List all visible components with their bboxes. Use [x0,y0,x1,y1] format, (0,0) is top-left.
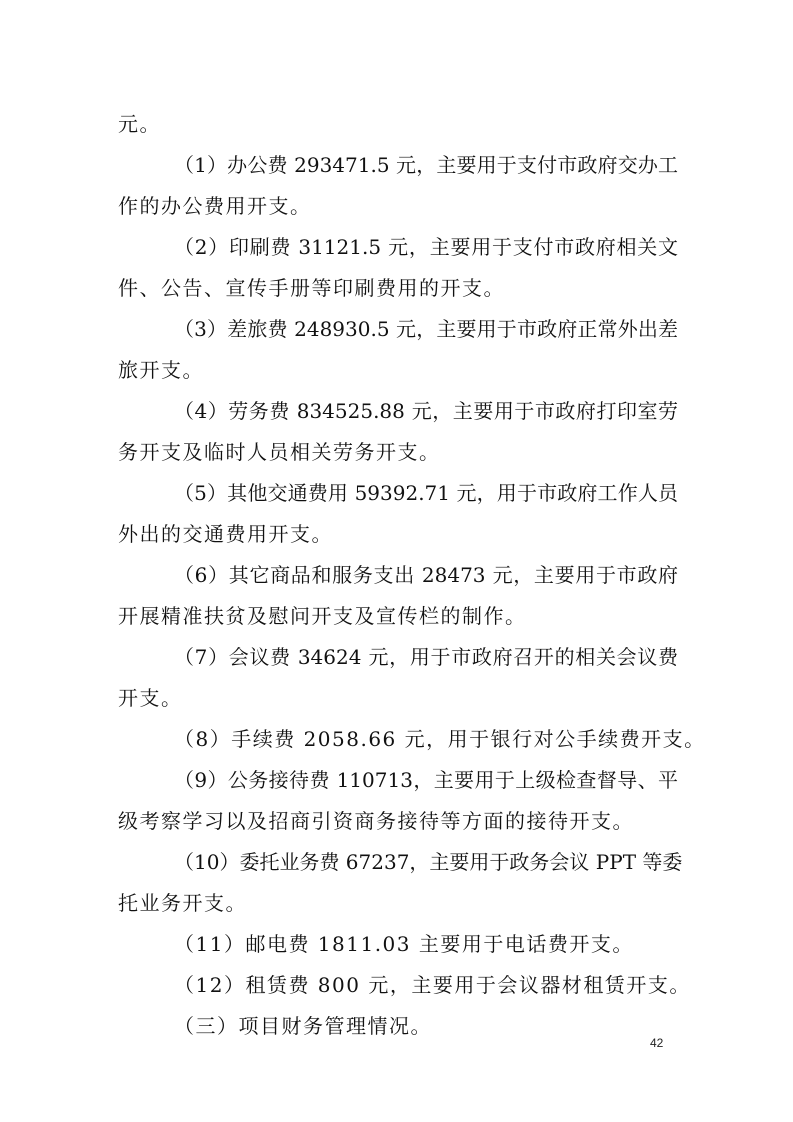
item-10-entrusted-business: （10）委托业务费 67237，主要用于政务会议 PPT 等委 [174,850,683,874]
item-3-travel-expenses: （3）差旅费 248930.5 元，主要用于市政府正常外出差 [174,317,678,341]
item-6-other-goods-services-cont: 开展精准扶贫及慰问开支及宣传栏的制作。 [118,604,527,628]
section-3-heading: （三）项目财务管理情况。 [174,1014,432,1038]
item-9-reception-expenses: （9）公务接待费 110713，主要用于上级检查督导、平 [174,768,678,792]
item-7-meeting-expenses-cont: 开支。 [118,686,183,710]
item-7-meeting-expenses: （7）会议费 34624 元，用于市政府召开的相关会议费 [174,645,678,669]
item-12-rental-expenses: （12）租赁费 800 元，主要用于会议器材租赁开支。 [174,973,691,997]
page-number: 42 [650,1036,664,1050]
item-5-transport-expenses: （5）其他交通费用 59392.71 元，用于市政府工作人员 [174,481,678,505]
item-3-travel-expenses-cont: 旅开支。 [118,358,204,382]
item-1-office-expenses-cont: 作的办公费用开支。 [118,194,312,218]
item-1-office-expenses: （1）办公费 293471.5 元，主要用于支付市政府交办工 [174,153,678,177]
item-9-reception-expenses-cont: 级考察学习以及招商引资商务接待等方面的接待开支。 [118,809,634,833]
item-11-postal-telecom: （11）邮电费 1811.03 主要用于电话费开支。 [174,932,634,956]
item-10-entrusted-business-cont: 托业务开支。 [118,891,247,915]
item-2-printing-expenses: （2）印刷费 31121.5 元，主要用于支付市政府相关文 [174,235,678,259]
text-line-continuation: 元。 [118,112,161,136]
item-5-transport-expenses-cont: 外出的交通费用开支。 [118,522,333,546]
item-4-labor-expenses-cont: 务开支及临时人员相关劳务开支。 [118,440,441,464]
item-4-labor-expenses: （4）劳务费 834525.88 元，主要用于市政府打印室劳 [174,399,678,423]
item-2-printing-expenses-cont: 件、公告、宣传手册等印刷费用的开支。 [118,276,505,300]
item-8-handling-fees: （8）手续费 2058.66 元，用于银行对公手续费开支。 [174,727,706,751]
item-6-other-goods-services: （6）其它商品和服务支出 28473 元，主要用于市政府 [174,563,678,587]
